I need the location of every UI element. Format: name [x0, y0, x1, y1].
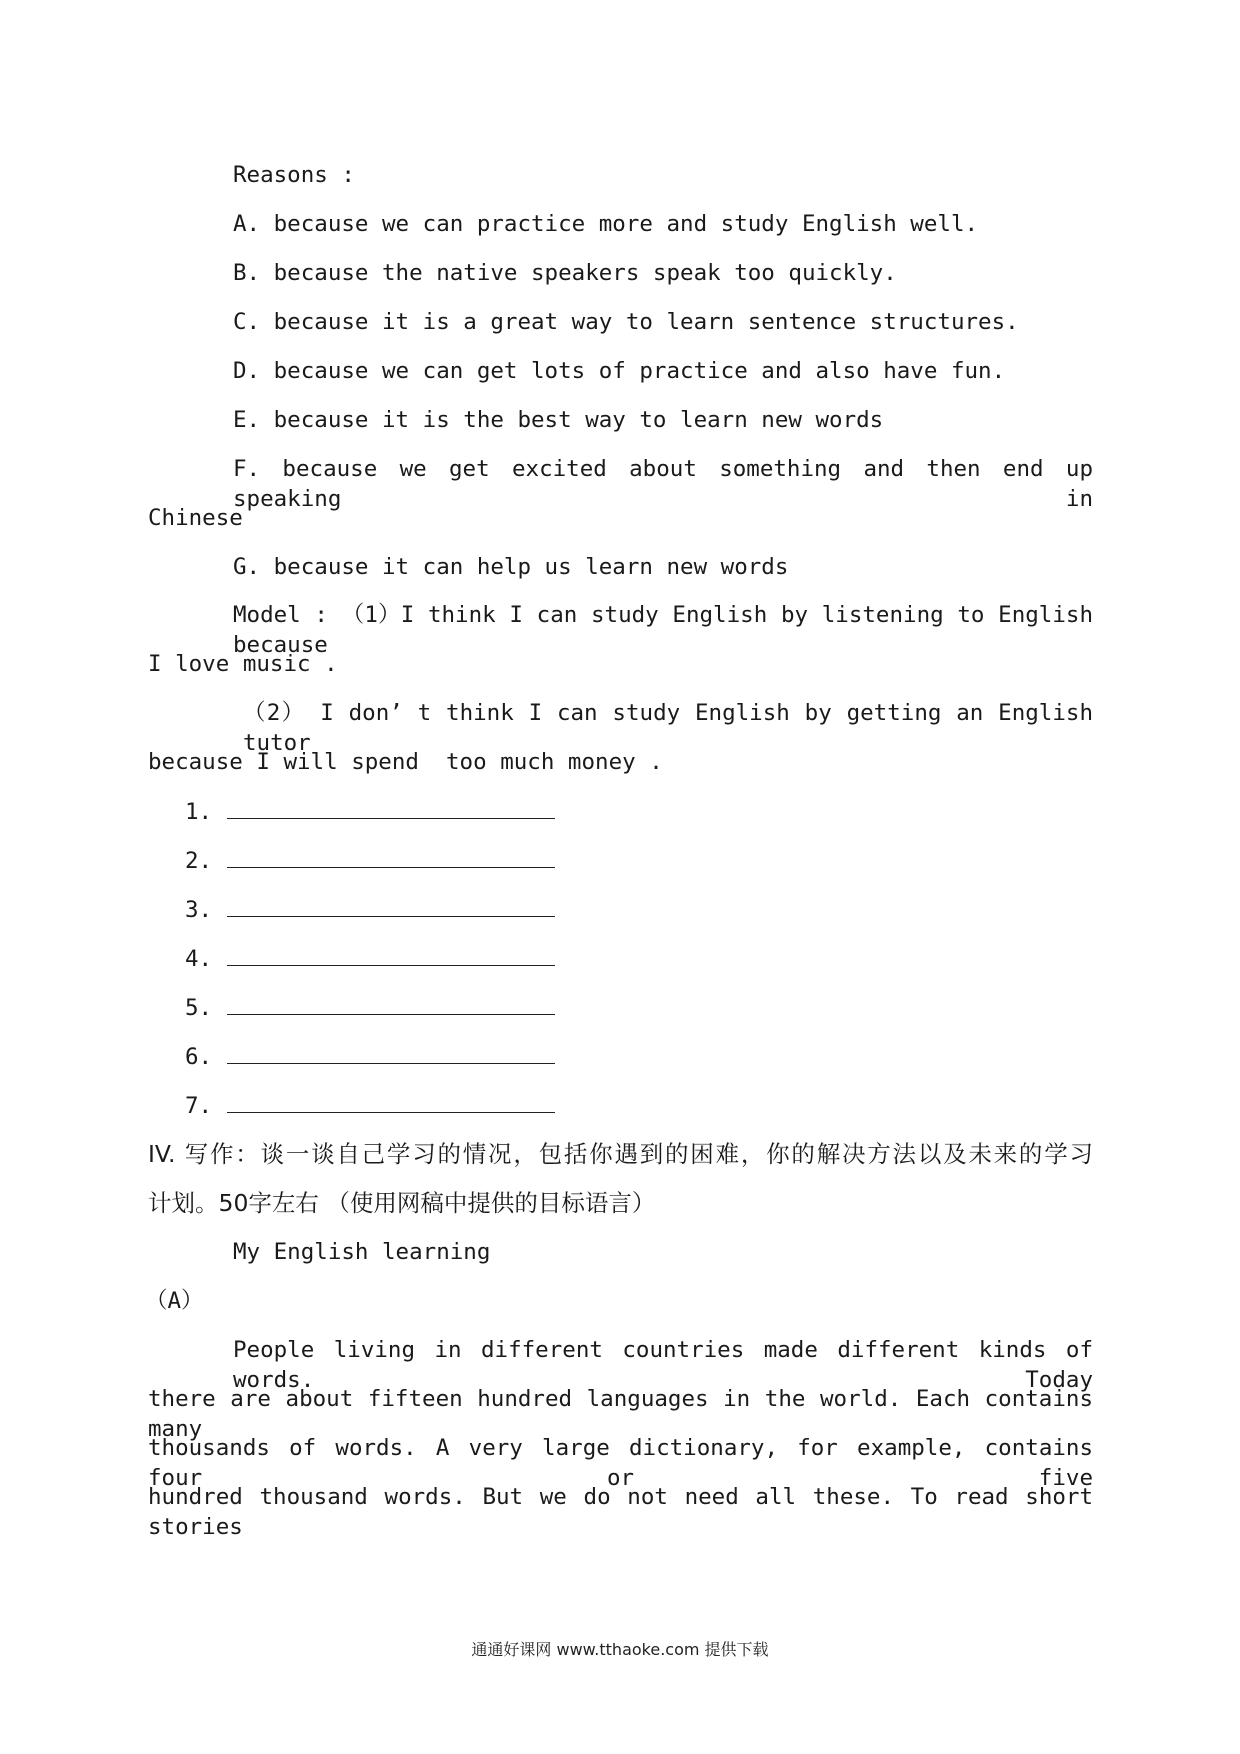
- answer-line[interactable]: [185, 894, 555, 925]
- reason-a: A. because we can practice more and study English well.: [233, 211, 979, 237]
- reading-line-2: there are about fifteen hundred languages in the world. Each contains many: [148, 1386, 1093, 1442]
- answer-number: 5.: [185, 995, 213, 1021]
- reading-line-4: hundred thousand words. But we do not need all these. To read short stories: [148, 1484, 1093, 1540]
- reading-line-3: thousands of words. A very large dictionary, for example, contains four or five: [148, 1435, 1093, 1491]
- reading-label: （A）: [145, 1288, 204, 1314]
- answer-number: 1.: [185, 799, 213, 825]
- page-footer: 通通好课网 www.tthaoke.com 提供下载: [471, 1640, 769, 1659]
- reason-c: C. because it is a great way to learn sentence structures.: [233, 309, 1019, 335]
- writing-title: My English learning: [233, 1239, 491, 1265]
- answer-blank[interactable]: [227, 894, 555, 917]
- answer-blank[interactable]: [227, 943, 555, 966]
- answer-line[interactable]: [185, 1090, 555, 1121]
- reason-f: F. because we get excited about something and then end up speaking in: [233, 456, 1093, 512]
- reason-b: B. because the native speakers speak too quickly.: [233, 260, 897, 286]
- answer-number: 3.: [185, 897, 213, 923]
- model-line-3: （2） I don’ t think I can study English by getting an English tutor: [243, 700, 1093, 756]
- answer-blank[interactable]: [227, 796, 555, 819]
- answer-number: 4.: [185, 946, 213, 972]
- answer-line[interactable]: [185, 992, 555, 1023]
- writing-prompt-line-1: IV. 写作：谈一谈自己学习的情况，包括你遇到的困难，你的解决方法以及未来的学习: [148, 1140, 1093, 1168]
- answer-blank[interactable]: [227, 992, 555, 1015]
- answer-number: 6.: [185, 1044, 213, 1070]
- writing-prompt-line-2: 计划。50字左右 （使用网稿中提供的目标语言）: [148, 1189, 656, 1217]
- model-line-1: Model : （1）I think I can study English by listening to English because: [233, 602, 1093, 658]
- model-line-2: I love music .: [148, 651, 338, 677]
- answer-line[interactable]: [185, 943, 555, 974]
- answer-line[interactable]: [185, 845, 555, 876]
- reason-f-continued: Chinese: [148, 505, 243, 531]
- answer-blank[interactable]: [227, 845, 555, 868]
- answer-line[interactable]: [185, 1041, 555, 1072]
- answer-number: 7.: [185, 1093, 213, 1119]
- reason-g: G. because it can help us learn new words: [233, 554, 789, 580]
- reason-e: E. because it is the best way to learn new words: [233, 407, 884, 433]
- reasons-heading: Reasons :: [233, 162, 355, 188]
- reason-d: D. because we can get lots of practice and also have fun.: [233, 358, 1006, 384]
- answer-blank[interactable]: [227, 1090, 555, 1113]
- answer-number: 2.: [185, 848, 213, 874]
- answer-blank[interactable]: [227, 1041, 555, 1064]
- model-line-4: because I will spend too much money .: [148, 749, 663, 775]
- answer-line[interactable]: [185, 796, 555, 827]
- reading-line-1: People living in different countries made different kinds of words. Today: [233, 1337, 1093, 1393]
